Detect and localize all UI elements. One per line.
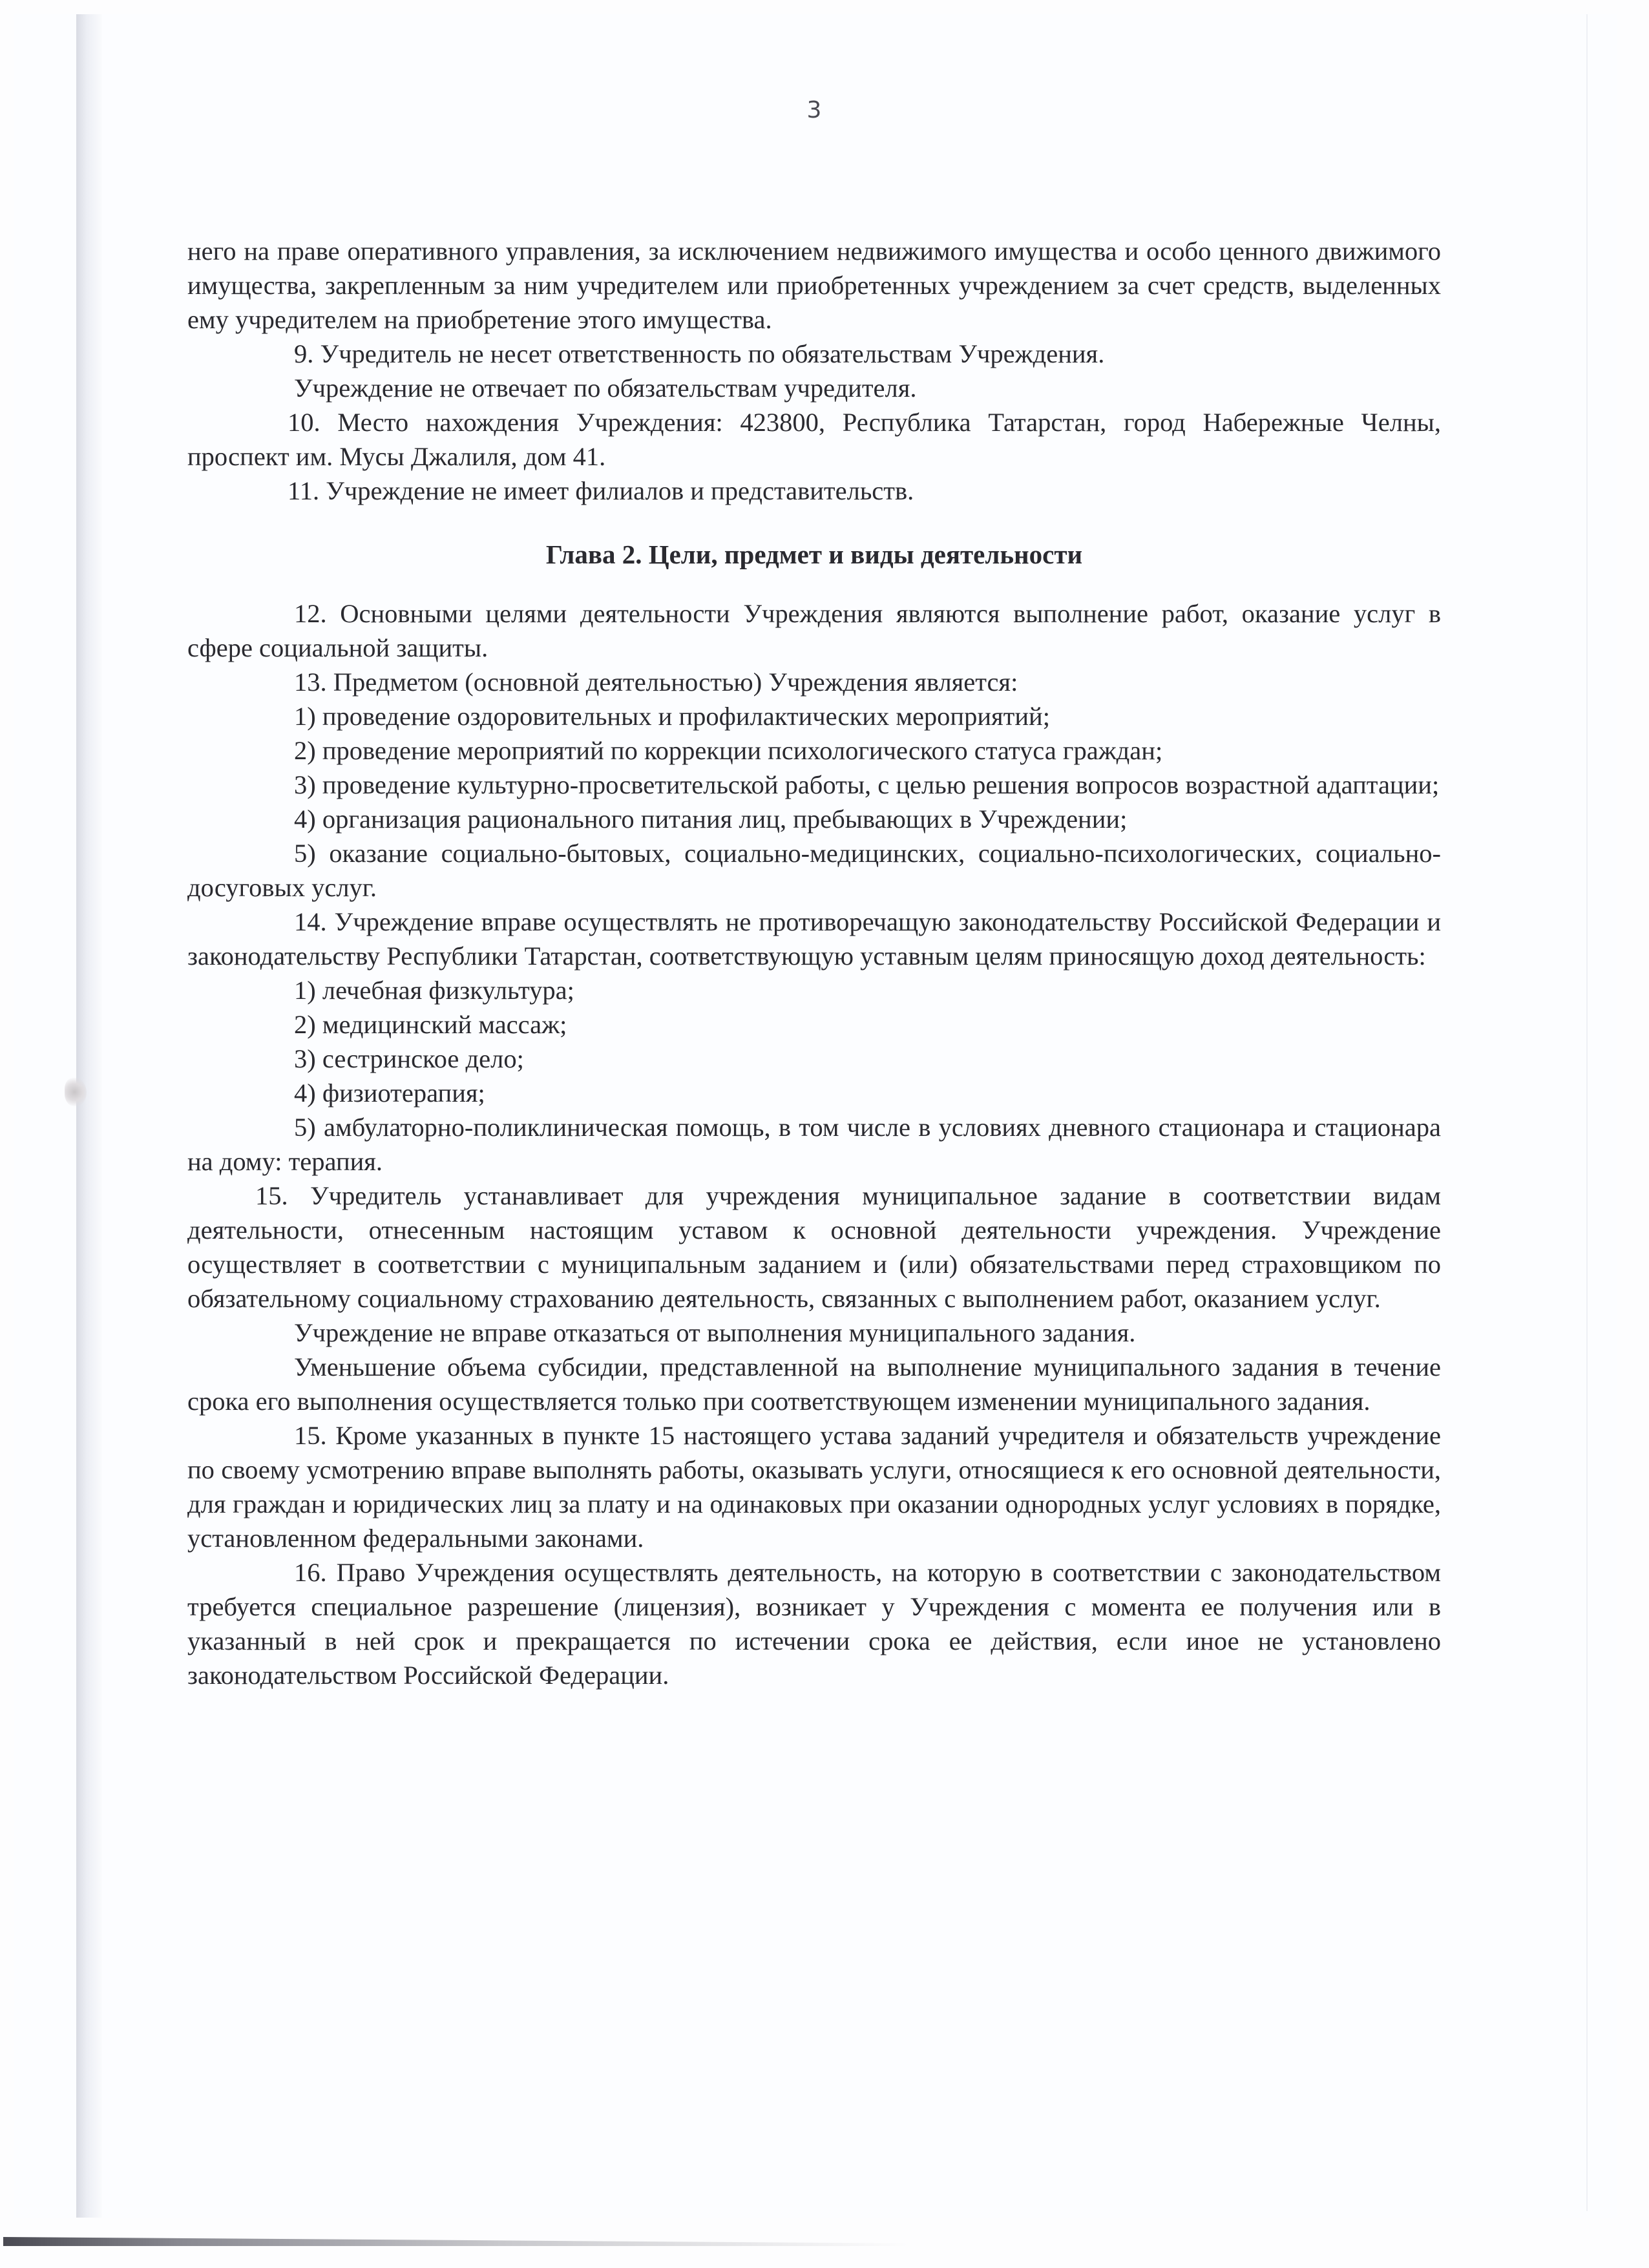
staple-hole-mark: [65, 1078, 87, 1106]
paragraph-11: 11. Учреждение не имеет филиалов и представительств.: [288, 476, 914, 505]
list-item-13-5: 5) оказание социально-бытовых, социально-медицинских, социально-психологических, социально-досуговых услуг.: [187, 839, 1441, 902]
paragraph-12: 12. Основными целями деятельности Учреждения являются выполнение работ, оказание услуг в сфере социальной защиты.: [187, 599, 1441, 662]
page-number: 3: [806, 97, 822, 123]
list-item-14-5: 5) амбулаторно-поликлиническая помощь, в том числе в условиях дневного стационара и стационара на дому: терапия.: [187, 1113, 1441, 1176]
paragraph-14: 14. Учреждение вправе осуществлять не противоречащую законодательству Российской Федерации и законодательству Республики Татарстан, соответствующую уставным целям приносящую доход деятельность:: [187, 907, 1441, 971]
page-edge-line: [1586, 14, 1588, 2211]
paragraph-16: 16. Право Учреждения осуществлять деятельность, на которую в соответствии с законодательством требуется специальное разрешение (лицензия), возникает у Учреждения с момента ее получения или в указанный в ней срок и прекращается по истечении срока ее действия, если иное не установлено законодательством Российской Федерации.: [187, 1558, 1441, 1690]
paragraph-10: 10. Место нахождения Учреждения: 423800, Республика Татарстан, город Набережные Челны, проспект им. Мусы Джалиля, дом 41.: [187, 408, 1441, 471]
list-item-14-4: 4) физиотерапия;: [294, 1078, 485, 1108]
list-item-13-1: 1) проведение оздоровительных и профилактических мероприятий;: [294, 702, 1050, 731]
paragraph-9: 9. Учредитель не несет ответственность по обязательствам Учреждения.: [294, 339, 1105, 368]
document-body: [187, 234, 1441, 1692]
list-item-14-1: 1) лечебная физкультура;: [294, 976, 574, 1005]
list-item-13-2: 2) проведение мероприятий по коррекции психологического статуса граждан;: [294, 736, 1163, 765]
list-item-13-4: 4) организация рационального питания лиц, пребывающих в Учреждении;: [294, 804, 1128, 834]
paragraph-15-refusal: Учреждение не вправе отказаться от выполнения муниципального задания.: [294, 1318, 1136, 1347]
chapter-title: Глава 2. Цели, предмет и виды деятельности: [545, 540, 1083, 569]
paragraph-continuation: него на праве оперативного управления, за исключением недвижимого имущества и особо ценного движимого имущества, закрепленным за ним учредителем или приобретенных учреждением за счет средств, выделенных ему учредителем на приобретение этого имущества.: [187, 236, 1441, 334]
paragraph-15-additional: 15. Кроме указанных в пункте 15 настоящего устава заданий учредителя и обязательств учреждение по своему усмотрению вправе выполнять работы, оказывать услуги, относящиеся к его основной деятельности, для граждан и юридических лиц за плату и на одинаковых при оказании однородных услуг условиях в порядке, установленном федеральными законами.: [187, 1421, 1441, 1553]
list-item-14-2: 2) медицинский массаж;: [294, 1010, 567, 1039]
list-item-14-3: 3) сестринское дело;: [294, 1044, 524, 1073]
binding-shadow: [76, 14, 102, 2218]
paragraph-15: 15. Учредитель устанавливает для учреждения муниципальное задание в соответствии видам деятельности, отнесенным настоящим уставом к основной деятельности учреждения. Учреждение осуществляет в соответствии с муниципальным заданием и (или) обязательствами перед страховщиком по обязательному социальному страхованию деятельность, связанных с выполнением работ, оказанием услуг.: [187, 1181, 1441, 1313]
paragraph-9-note: Учреждение не отвечает по обязательствам учредителя.: [294, 373, 917, 403]
paragraph-15-subsidy: Уменьшение объема субсидии, представленной на выполнение муниципального задания в течение срока его выполнения осуществляется только при соответствующем изменении муниципального задания.: [187, 1352, 1441, 1416]
paragraph-13: 13. Предметом (основной деятельностью) Учреждения является:: [294, 667, 1018, 697]
list-item-13-3: 3) проведение культурно-просветительской работы, с целью решения вопросов возрастной адаптации;: [294, 770, 1440, 799]
